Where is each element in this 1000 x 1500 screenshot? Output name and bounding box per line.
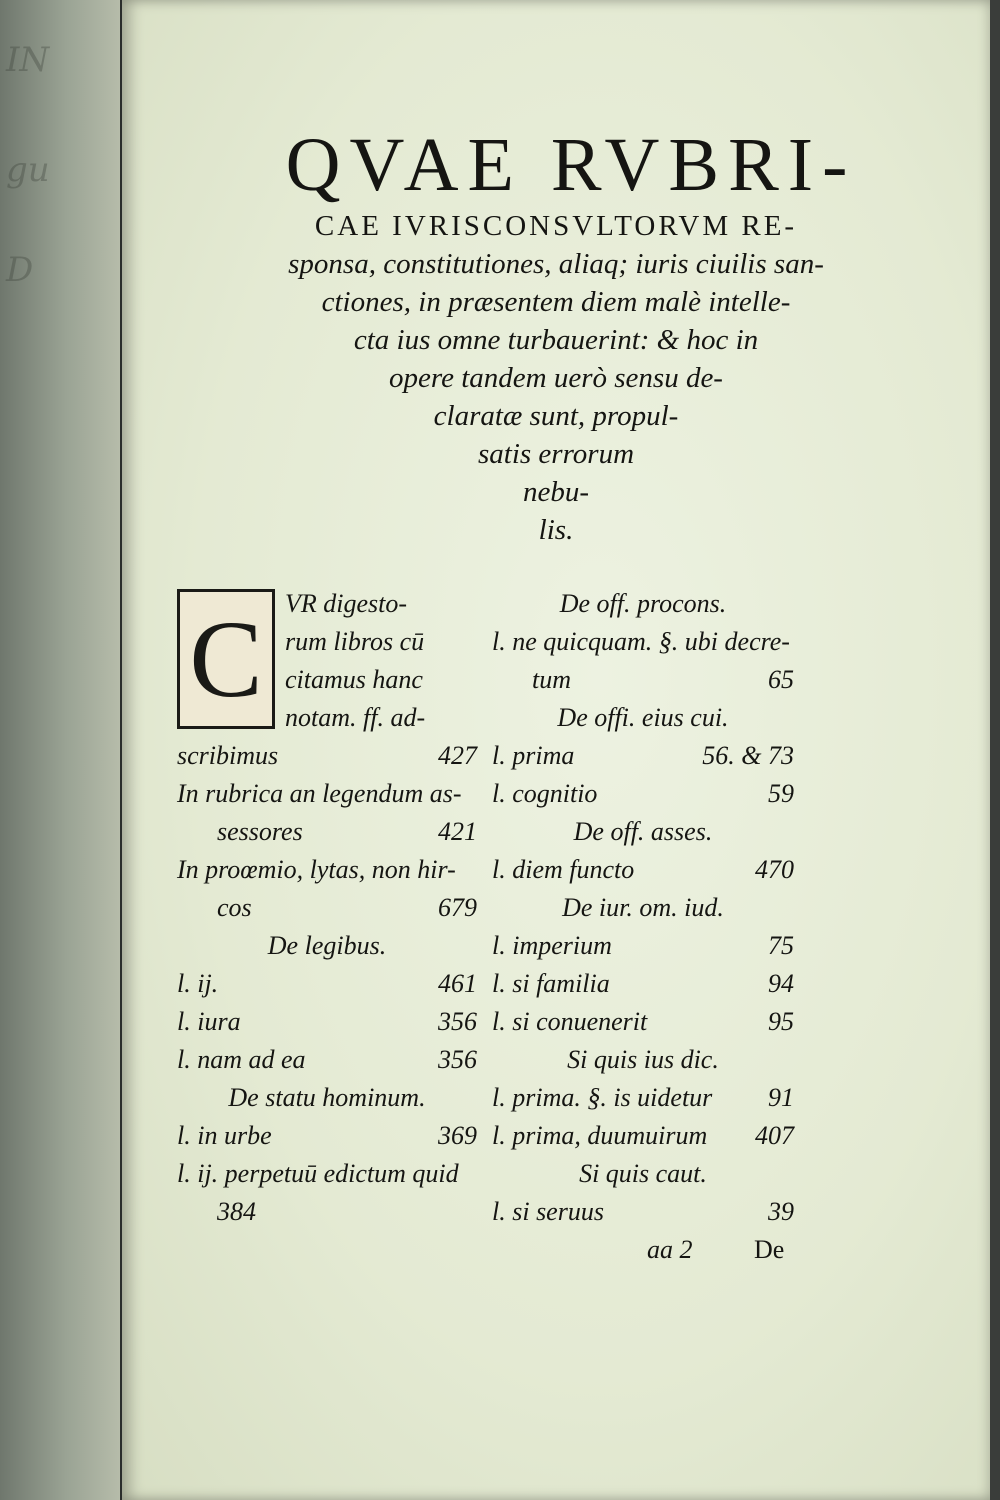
index-entry xyxy=(177,1117,477,1155)
index-entry xyxy=(177,851,477,889)
signature-mark: aa 2 xyxy=(647,1235,693,1264)
entry-text: l. prima, duumuirum xyxy=(492,1121,708,1150)
index-entry xyxy=(492,775,794,813)
index-entry xyxy=(492,1041,794,1079)
entry-text: De off. asses. xyxy=(573,817,713,846)
entry-text: In rubrica an legendum as- xyxy=(177,779,462,808)
index-entry xyxy=(492,1079,794,1117)
page-reference: 94 xyxy=(768,969,794,998)
index-entry xyxy=(492,813,794,851)
index-entry xyxy=(177,965,477,1003)
title-line: sponsa, constitutiones, aliaq; iuris ciuilis san- xyxy=(288,248,824,280)
catchword: De xyxy=(754,1235,785,1264)
index-entry xyxy=(492,1117,794,1155)
entry-text: l. iura xyxy=(177,1007,241,1036)
index-entry xyxy=(492,1193,794,1231)
index-entry xyxy=(177,927,477,965)
entry-text: l. nam ad ea xyxy=(177,1045,306,1074)
index-entry xyxy=(177,1041,477,1079)
title-line: satis errorum xyxy=(477,438,635,470)
entry-text: l. imperium xyxy=(492,931,612,960)
index-entry xyxy=(492,965,794,1003)
entry-text: De off. procons. xyxy=(559,589,727,618)
entry-text: l. si seruus xyxy=(492,1197,604,1226)
entry-text: tum xyxy=(532,665,571,694)
entry-text: l. ne quicquam. §. ubi decre- xyxy=(492,627,790,656)
show-through-text: IN xyxy=(6,40,50,80)
page-reference: 356 xyxy=(438,1045,477,1074)
entry-text: Si quis caut. xyxy=(579,1159,707,1188)
title-line: claratæ sunt, propul- xyxy=(433,400,679,432)
index-entry xyxy=(177,661,477,699)
entry-text: 384 xyxy=(217,1197,256,1226)
index-entry xyxy=(492,585,794,623)
page-reference: 461 xyxy=(438,969,477,998)
page-reference: 91 xyxy=(768,1083,794,1112)
entry-text: citamus hanc xyxy=(285,665,423,694)
entry-text: l. prima xyxy=(492,741,575,770)
index-entry xyxy=(492,889,794,927)
title-line-2: CAE IVRISCONSVLTORVM RE- xyxy=(314,210,798,242)
title-line: cta ius omne turbauerint: & hoc in xyxy=(353,324,759,356)
index-entry xyxy=(177,775,477,813)
title-line: lis. xyxy=(538,514,574,546)
page-reference: 679 xyxy=(438,893,477,922)
index-entry xyxy=(492,737,794,775)
decorated-initial-letter: C xyxy=(189,598,263,720)
entry-text: l. ij. xyxy=(177,969,219,998)
index-entry xyxy=(177,699,477,737)
index-entry xyxy=(177,1193,477,1231)
entry-text: De legibus. xyxy=(267,931,387,960)
index-entry xyxy=(492,661,794,699)
index-entry xyxy=(492,851,794,889)
index-entry xyxy=(177,1079,477,1117)
index-entry xyxy=(177,585,477,623)
page-reference: 427 xyxy=(438,741,477,770)
entry-text: l. diem functo xyxy=(492,855,635,884)
show-through-text: D xyxy=(6,250,34,290)
index-entry xyxy=(177,623,477,661)
page-reference: 421 xyxy=(438,817,477,846)
entry-text: l. prima. §. is uidetur xyxy=(492,1083,713,1112)
page-reference: 95 xyxy=(768,1007,794,1036)
page-reference: 470 xyxy=(755,855,794,884)
index-entry xyxy=(492,1155,794,1193)
page-reference: 369 xyxy=(438,1121,477,1150)
page-reference: 59 xyxy=(768,779,794,808)
facing-page-edge xyxy=(0,0,120,1500)
title-line: opere tandem uerò sensu de- xyxy=(389,362,723,394)
page-reference: 356 xyxy=(438,1007,477,1036)
title-line-1: QVAE RVBRI- xyxy=(285,123,857,207)
page-footer xyxy=(647,1235,784,1265)
entry-text: VR digesto- xyxy=(285,589,408,618)
show-through-text: gu xyxy=(6,150,50,190)
page-reference: 39 xyxy=(768,1197,794,1226)
entry-text: cos xyxy=(217,893,252,922)
entry-text: De statu hominum. xyxy=(228,1083,426,1112)
index-entry xyxy=(492,699,794,737)
entry-text: l. ij. perpetuū edictum quid xyxy=(177,1159,459,1188)
index-entry xyxy=(492,623,794,661)
index-entry xyxy=(492,1003,794,1041)
title-line: nebu- xyxy=(522,476,590,508)
entry-text: In proœmio, lytas, non hir- xyxy=(177,855,456,884)
entry-text: De offi. eius cui. xyxy=(557,703,729,732)
entry-text: l. si conuenerit xyxy=(492,1007,648,1036)
page-edge-shadow xyxy=(990,0,1000,1500)
entry-text: notam. ff. ad- xyxy=(285,703,426,732)
page-reference: 75 xyxy=(768,931,794,960)
entry-text: l. si familia xyxy=(492,969,610,998)
book-page xyxy=(122,0,990,1500)
entry-text: l. in urbe xyxy=(177,1121,272,1150)
index-entry xyxy=(177,737,477,775)
index-entry xyxy=(177,889,477,927)
index-column-right xyxy=(492,585,794,1231)
page-reference: 65 xyxy=(768,665,794,694)
index-entry xyxy=(177,1155,477,1193)
entry-text: Si quis ius dic. xyxy=(567,1045,719,1074)
entry-text: scribimus xyxy=(177,741,279,770)
page-reference: 56. & 73 xyxy=(702,741,794,770)
index-column-left xyxy=(177,585,477,1231)
title-line: ctiones, in præsentem diem malè intelle- xyxy=(321,286,791,318)
entry-text: De iur. om. iud. xyxy=(562,893,724,922)
index-entry xyxy=(177,1003,477,1041)
entry-text: l. cognitio xyxy=(492,779,598,808)
title-block xyxy=(122,125,990,549)
index-entry xyxy=(492,927,794,965)
page-reference: 407 xyxy=(755,1121,794,1150)
index-entry xyxy=(177,813,477,851)
entry-text: sessores xyxy=(217,817,303,846)
entry-text: rum libros cū xyxy=(285,627,425,656)
